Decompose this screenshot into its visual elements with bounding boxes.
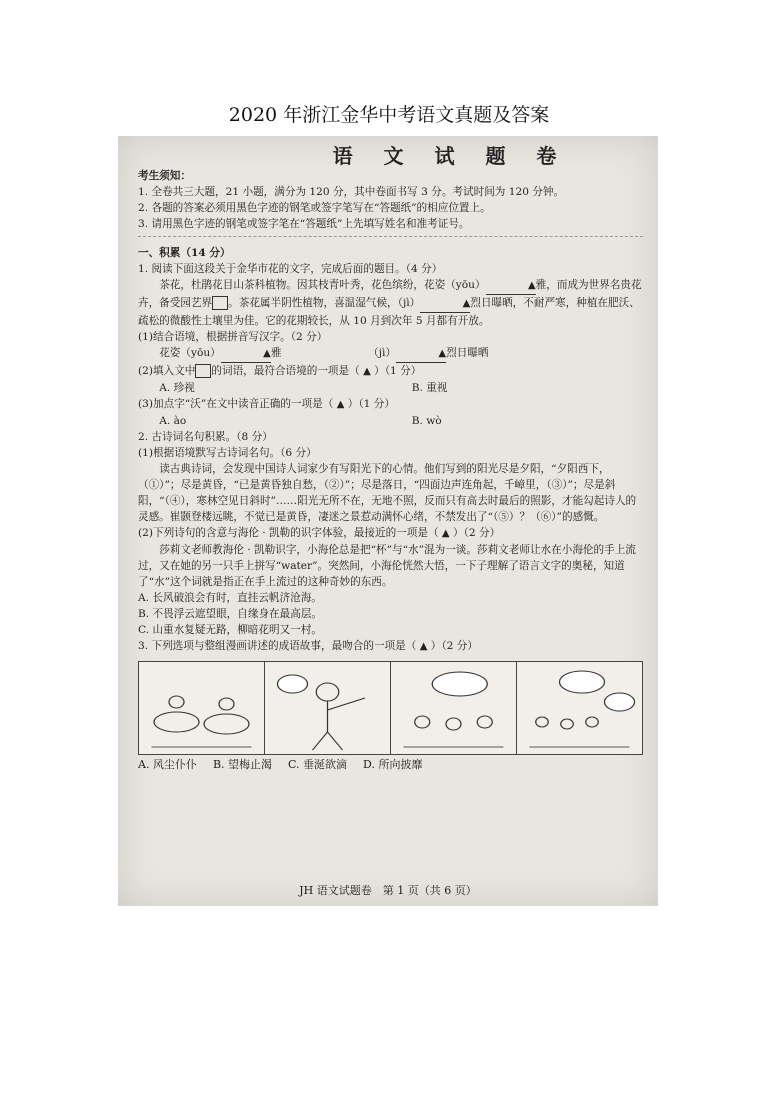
general-pointing-icon bbox=[265, 662, 390, 754]
question-2-sub2: (2)下列诗句的含意与海伦 · 凯勒的识字体验，最接近的一项是（ ▲ ）（2 分） bbox=[138, 527, 501, 539]
question-2-option: C. 山重水复疑无路，柳暗花明又一村。 bbox=[138, 624, 322, 636]
document-title: 2020 年浙江金华中考语文真题及答案 bbox=[228, 104, 550, 126]
page-footer: JH 语文试题卷 第 1 页（共 6 页） bbox=[299, 884, 477, 897]
comic-panel bbox=[265, 662, 391, 754]
paper-title: 语 文 试 题 卷 bbox=[332, 144, 569, 168]
question-2-stem: 2. 古诗词名句积累。（8 分） bbox=[138, 431, 273, 443]
question-2-passage: 读古典诗词，会发现中国诗人词家少有写阳光下的心情。他们写到的阳光尽是夕阳，“夕阳西下，（①）”；尽是黄昏，“已是黄昏独自愁，（②）”；尽是落日，“四面边声连角起，千嶂里，（③）”；尽是斜阳，“（④），寒林空见日斜时”……阳光无所不在，无地不照，反而只有高去时最后的照影，才能勾起诗人的灵感。崔颢登楼远眺，不觉已是黄昏，凄迷之景惹动满怀心绪，不禁发出了“（⑤）？（⑥）”的感慨。 bbox=[138, 463, 637, 523]
question-2-passage2: 莎莉文老师教海伦 · 凯勒识字，小海伦总是把“杯”与“水”混为一谈。莎莉文老师让水在小海伦的手上流过，又在她的另一只手上拼写“water”。突然间，小海伦恍然大悟，一下子理解了语言文字的奥秘，知道了“水”这个词就是指正在手上流过的这种奇妙的东西。 bbox=[138, 544, 636, 588]
section-heading: 一、积累（14 分） bbox=[138, 247, 231, 259]
notice-block bbox=[138, 168, 643, 237]
comic-panel bbox=[139, 662, 265, 754]
answer-box-icon bbox=[212, 296, 228, 310]
question-2-option: B. 不畏浮云遮望眼，自缘身在最高层。 bbox=[138, 608, 323, 620]
comic-panel bbox=[391, 662, 517, 754]
comic-panel bbox=[517, 662, 642, 754]
notice-title: 考生须知： bbox=[138, 170, 191, 182]
question-1-sub1: (1)结合语境，根据拼音写汉字。（2 分） bbox=[138, 331, 328, 343]
question-1-sub3-options: A. ào B. wò bbox=[159, 415, 442, 427]
option-d: D. 所向披靡 bbox=[363, 758, 423, 771]
question-3-stem: 3. 下列选项与整组漫画讲述的成语故事，最吻合的一项是（ ▲ ）（2 分） bbox=[138, 640, 478, 652]
notice-item: 1. 全卷共三大题，21 小题，满分为 120 分，其中卷面书写 3 分。考试时间为 120 分钟。 bbox=[138, 186, 565, 198]
option-a: A. 风尘仆仆 bbox=[138, 758, 197, 771]
notice-item: 3. 请用黑色字迹的钢笔或签字笔在“答题纸”上先填写姓名和准考证号。 bbox=[138, 218, 470, 230]
question-1-stem: 1. 阅读下面这段关于金华市花的文字，完成后面的题目。（4 分） bbox=[138, 263, 443, 275]
answer-box-icon bbox=[195, 364, 211, 378]
soldiers-illustration-icon bbox=[391, 662, 516, 754]
question-2-option: A. 长风破浪会有时，直挂云帆济沧海。 bbox=[138, 592, 322, 604]
notice-item: 2. 各题的答案必须用黑色字迹的钢笔或签字笔写在“答题纸”的相应位置上。 bbox=[138, 202, 491, 214]
question-1-passage: 茶花，杜鹃花目山茶科植物。因其枝青叶秀，花色缤纷，花姿（yōu） ▲雅，而成为世界名贵花卉，备受园艺界 。茶花属半阴性植物，喜温湿气候，（jì） ▲烈日曝晒，不耐严寒，种植在肥沃、疏松的微酸性土壤里为佳。它的花期较长，从 10 月到次年 5 月都有开放。 bbox=[138, 279, 642, 327]
option-b: B. 望梅止渴 bbox=[212, 758, 273, 771]
question-1-sub2: (2)填入文中 的词语，最符合语境的一项是（ ▲ ）（1 分） bbox=[138, 365, 422, 377]
question-1-sub3: (3)加点字“沃”在文中读音正确的一项是（ ▲ ）（1 分） bbox=[138, 398, 395, 410]
question-1-sub1-items: 花姿（yōu） ▲雅 （jì） ▲烈日曝晒 bbox=[138, 345, 643, 363]
army-marching-icon bbox=[517, 662, 642, 754]
comic-strip bbox=[138, 661, 643, 755]
question-2-sub1: (1)根据语境默写古诗词名句。（6 分） bbox=[138, 447, 317, 459]
exam-page-photo bbox=[118, 136, 658, 906]
riders-illustration-icon bbox=[139, 662, 264, 754]
question-1-sub2-options: A. 珍视 B. 重视 bbox=[159, 382, 448, 394]
option-c: C. 垂涎欲滴 bbox=[288, 758, 348, 771]
question-3-options bbox=[138, 757, 643, 773]
